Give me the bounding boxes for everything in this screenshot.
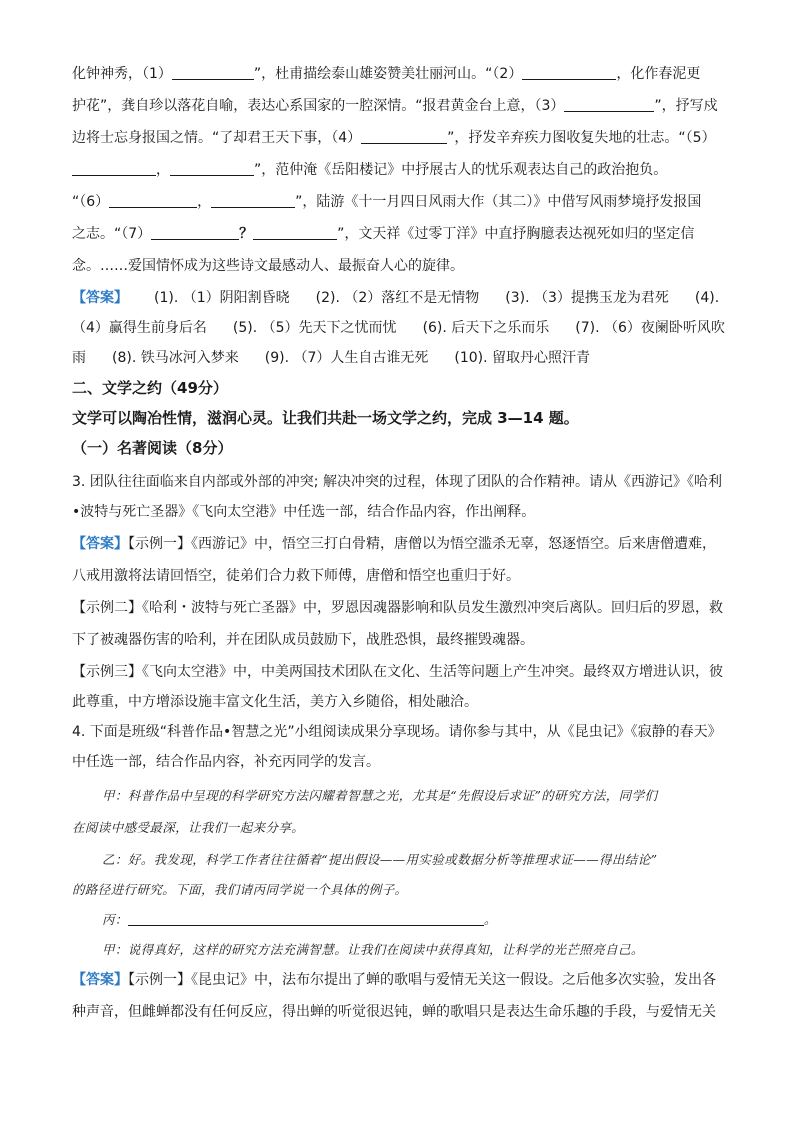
poem-text: ”，杜甫描绘泰山雄姿赞美壮丽河山。“（2） [253,66,523,82]
answer-item: (10). 留取丹心照汗青 [454,350,591,366]
poem-line-4 [72,160,667,180]
answer-label: 【答案】 [72,290,128,306]
section-intro: 文学可以陶冶性情，滋润心灵。让我们共赴一场文学之约，完成 3—14 题。 [72,409,579,427]
dialogue-line-6: 甲：说得真好，这样的研究方法充满智慧。让我们在阅读中获得真知，让科学的光芒照亮自己。 [102,942,644,957]
poem-text: ， [156,162,170,178]
poem-text: ”，陆游《十一月四日风雨大作（其二）》中借写风雨梦境抒发报国 [295,194,702,210]
dialogue-line-4: 的路径进行研究。下面，我们请丙同学说一个具体的例子。 [72,882,408,897]
answer-blank [128,913,484,926]
poem-line-7: 念。……爱国情怀成为这些诗文最感动人、最振奋人心的旋律。 [72,258,464,274]
dialogue-speaker: 丙： [102,912,128,927]
answer-3-line-5: 【示例三】《飞向太空港》中，中美两国技术团队在文化、生活等问题上产生冲突。最终双方增进认识，彼 [72,664,723,680]
section-title: 二、文学之约（49分） [72,379,228,397]
answer-3-line-6: 此尊重，中方增添设施丰富文化生活，美方入乡随俗，相处融洽。 [72,694,478,710]
poem-text: 之志。“（7） [72,226,152,242]
poem-text: ”，抒发辛弃疾力图收复失地的壮志。“（5） [447,130,716,146]
answer-item: (3). （3）提携玉龙为君死 [505,290,669,306]
answer-text: 【示例一】《西游记》中，悟空三打白骨精，唐僧以为悟空滥杀无辜，怒逐悟空。后来唐僧遭难， [128,536,716,552]
question-4-line-2: 中任选一部，结合作品内容，补充丙同学的发言。 [72,754,380,770]
blank-7a [151,225,239,240]
answer-4-line-2: 种声音，但雌蝉都没有任何反应，得出蝉的听觉很迟钝，蝉的歌唱只是表达生命乐趣的手段，与爱情无关 [72,1004,716,1020]
answer-item: (7). （6）夜阑卧听风吹 [575,320,725,336]
poem-line-1 [72,64,700,84]
answer-label: 【答案】 [72,972,128,988]
blank-6a [109,193,197,208]
answer-item: (5). （5）先天下之忧而忧 [232,320,397,336]
poem-text: ”，文天祥《过零丁洋》中直抒胸臆表达视死如归的坚定信 [337,226,695,242]
question-3-line-1: 3. 团队往往面临来自内部或外部的冲突; 解决冲突的过程，体现了团队的合作精神。请从《西游记》《哈利 [72,474,722,490]
poem-text: ？ [239,226,254,242]
blank-1 [172,65,254,80]
answer-item: （4）赢得生前身后名 [72,320,207,336]
answer-3-line-4: 下了被魂器伤害的哈利，并在团队成员鼓励下，战胜恐惧，最终摧毁魂器。 [72,632,534,648]
answer-item: (2). （2）落红不是无情物 [315,290,480,306]
poem-line-6 [72,224,694,244]
blank-5a [72,161,156,176]
dialogue-line-5 [102,910,497,930]
answer-item: (9). （7）人生自古谁无死 [264,350,429,366]
poem-text: ”，抒写戍 [654,98,718,114]
poem-text: 化钟神秀，（1） [72,66,172,82]
poem-text: 护花”，龚自珍以落花自喻，表达心系国家的一腔深情。“报君黄金台上意，（3） [72,98,565,114]
answer-item: (1). （1）阴阳割昏晓 [154,290,290,306]
poem-line-2 [72,96,718,116]
dialogue-line-2: 在阅读中感受最深，让我们一起来分享。 [72,820,305,835]
answer-line-3 [72,348,590,368]
poem-text: ， [197,194,212,210]
poem-line-3 [72,128,716,148]
answer-line-2 [72,318,725,338]
blank-6b [211,193,295,208]
answer-item: (6). 后天下之乐而乐 [422,320,550,336]
blank-5b [170,161,254,176]
answer-item: (4). [694,290,720,306]
poem-text: ”，范仲淹《岳阳楼记》中抒展古人的忧乐观表达自己的政治抱负。 [254,162,668,178]
answer-item: (8). 铁马冰河入梦来 [112,350,239,366]
dialogue-line-1: 甲：科普作品中呈现的科学研究方法闪耀着智慧之光，尤其是“先假设后求证”的研究方法，同学们 [102,788,658,803]
poem-text: 边将士忘身报国之情。“了却君王天下事，（4） [72,130,362,146]
question-3-line-2: •波特与死亡圣器》《飞向太空港》中任选一部，结合作品内容，作出阐释。 [72,504,536,520]
dialogue-line-3: 乙：好。我发现，科学工作者往往循着“提出假设——用实验或数据分析等推理求证——得出结论” [102,852,658,867]
answer-line-1 [72,288,719,308]
answer-text: 【示例一】《昆虫记》中，法布尔提出了蝉的歌唱与爱情无关这一假设。之后他多次实验，发出各 [128,972,716,988]
question-4-line-1: 4. 下面是班级“科普作品•智慧之光”小组阅读成果分享现场。请你参与其中，从《昆虫记》《寂静的春天》 [72,724,722,740]
dialogue-text: 。 [483,912,497,927]
answer-item: 雨 [72,350,86,366]
blank-4 [361,129,447,144]
answer-3-line-2: 八戒用激将法请回悟空，徒弟们合力救下师傅，唐僧和悟空也重归于好。 [72,568,520,584]
blank-3 [564,97,654,112]
answer-4-line-1 [72,970,716,990]
answer-label: 【答案】 [72,536,128,552]
poem-text: ，化作春泥更 [616,66,701,82]
poem-line-5 [72,192,701,212]
subsection-title: （一）名著阅读（8分） [72,439,233,457]
poem-text: “（6） [72,194,110,210]
blank-7b [253,225,337,240]
answer-3-line-3: 【示例二】《哈利・波特与死亡圣器》中，罗恩因魂器影响和队员发生激烈冲突后离队。回归后的罗恩，救 [72,600,723,616]
answer-3-line-1 [72,534,716,554]
blank-2 [522,65,616,80]
